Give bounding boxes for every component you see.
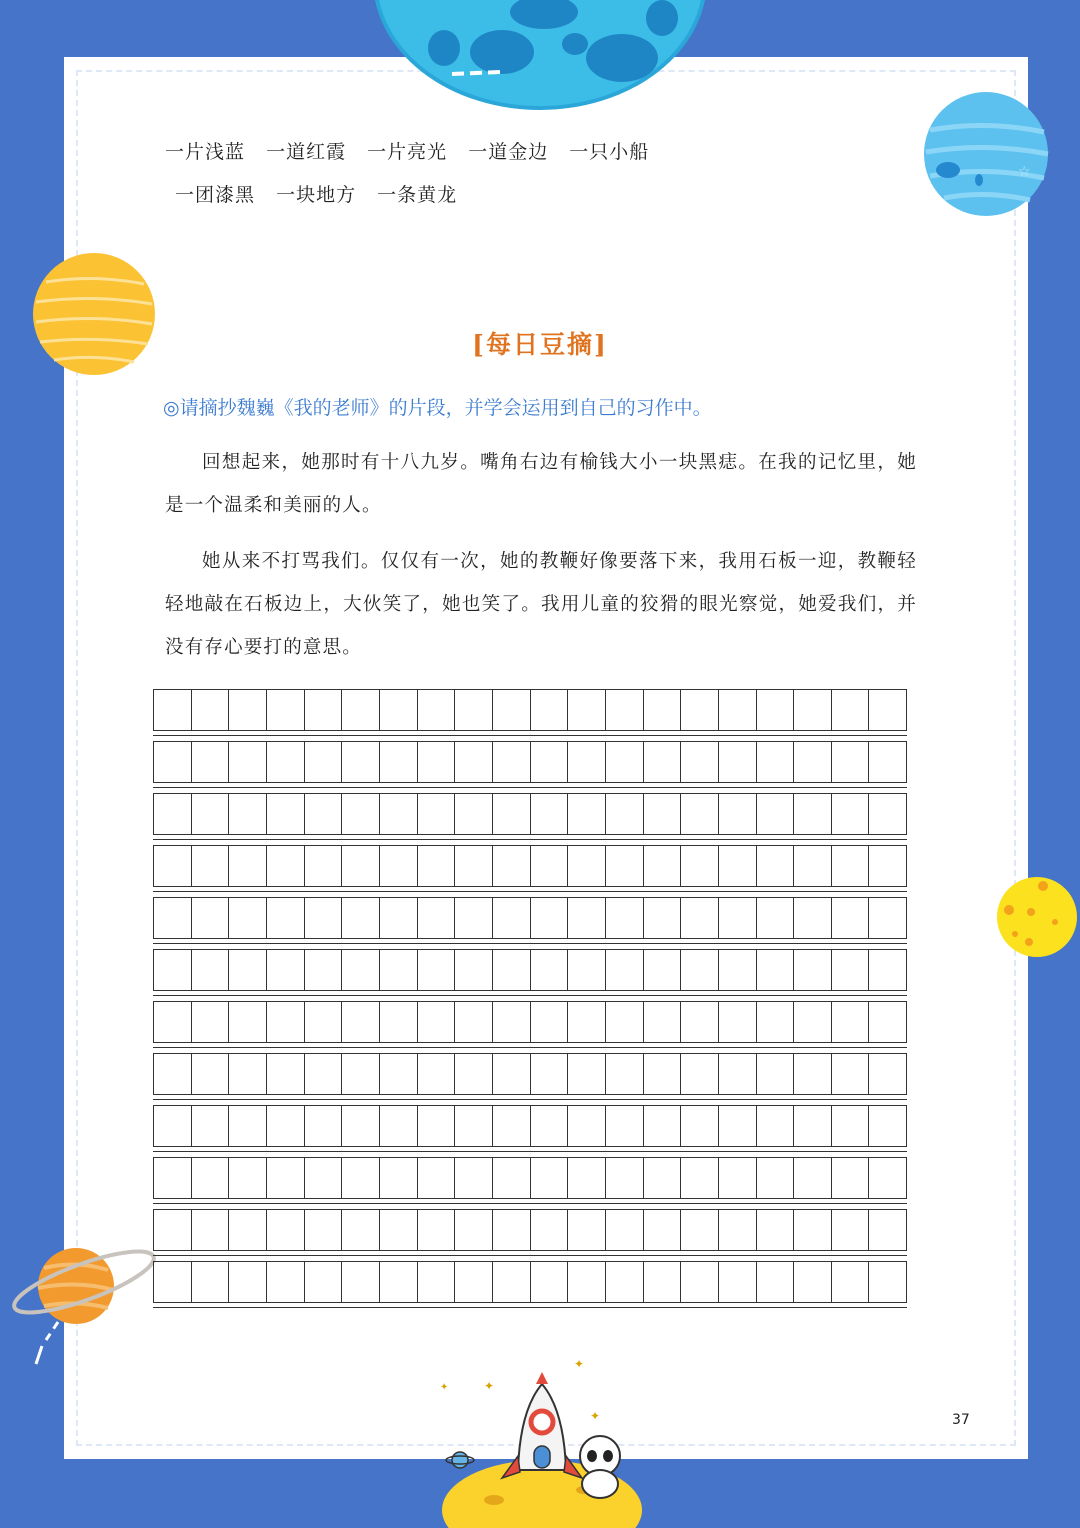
grid-cell[interactable] <box>644 1054 682 1094</box>
grid-cell[interactable] <box>719 794 757 834</box>
grid-cell[interactable] <box>757 898 795 938</box>
grid-cell[interactable] <box>531 690 569 730</box>
grid-cell[interactable] <box>568 690 606 730</box>
grid-cell[interactable] <box>267 1002 305 1042</box>
grid-cell[interactable] <box>794 1262 832 1302</box>
grid-cell[interactable] <box>229 950 267 990</box>
grid-row <box>153 1261 907 1303</box>
phrase-list <box>165 137 805 223</box>
grid-cell[interactable] <box>154 846 192 886</box>
svg-text:✦: ✦ <box>574 1360 585 1371</box>
phrase-item: 一片浅蓝 <box>165 141 246 163</box>
grid-cell[interactable] <box>305 950 343 990</box>
grid-cell[interactable] <box>493 846 531 886</box>
grid-cell[interactable] <box>644 1210 682 1250</box>
grid-cell[interactable] <box>832 1054 870 1094</box>
grid-cell[interactable] <box>267 742 305 782</box>
grid-cell[interactable] <box>606 846 644 886</box>
grid-cell[interactable] <box>192 950 230 990</box>
grid-cell[interactable] <box>418 1002 456 1042</box>
grid-cell[interactable] <box>229 1262 267 1302</box>
grid-cell[interactable] <box>380 1262 418 1302</box>
svg-text:✦: ✦ <box>440 1382 449 1393</box>
grid-cell[interactable] <box>681 794 719 834</box>
grid-cell[interactable] <box>794 1158 832 1198</box>
grid-cell[interactable] <box>794 1106 832 1146</box>
grid-cell[interactable] <box>229 1106 267 1146</box>
grid-cell[interactable] <box>832 690 870 730</box>
grid-cell[interactable] <box>757 846 795 886</box>
grid-cell[interactable] <box>681 1002 719 1042</box>
grid-cell[interactable] <box>455 1002 493 1042</box>
grid-cell[interactable] <box>342 846 380 886</box>
grid-cell[interactable] <box>606 1002 644 1042</box>
grid-cell[interactable] <box>267 1210 305 1250</box>
grid-cell[interactable] <box>380 1158 418 1198</box>
phrase-item: 一条黄龙 <box>377 184 458 206</box>
grid-cell[interactable] <box>644 950 682 990</box>
grid-cell[interactable] <box>493 1210 531 1250</box>
grid-cell[interactable] <box>418 846 456 886</box>
grid-cell[interactable] <box>418 1106 456 1146</box>
grid-cell[interactable] <box>568 950 606 990</box>
yellow-moon-icon <box>995 874 1080 960</box>
grid-cell[interactable] <box>455 794 493 834</box>
grid-row <box>153 741 907 783</box>
grid-cell[interactable] <box>531 742 569 782</box>
phrase-row-2 <box>165 180 805 223</box>
grid-row <box>153 1157 907 1199</box>
grid-cell[interactable] <box>606 1158 644 1198</box>
grid-cell[interactable] <box>757 1106 795 1146</box>
grid-row <box>153 845 907 887</box>
grid-cell[interactable] <box>757 794 795 834</box>
grid-cell[interactable] <box>154 794 192 834</box>
grid-cell[interactable] <box>154 898 192 938</box>
grid-cell[interactable] <box>267 1106 305 1146</box>
grid-cell[interactable] <box>869 1262 906 1302</box>
instruction-text: ◎请摘抄魏巍《我的老师》的片段，并学会运用到自己的习作中。 <box>163 397 712 419</box>
grid-cell[interactable] <box>719 1054 757 1094</box>
svg-text:✦: ✦ <box>590 1409 601 1423</box>
ringed-planet-icon <box>8 1240 158 1370</box>
grid-cell[interactable] <box>568 1054 606 1094</box>
grid-cell[interactable] <box>606 1210 644 1250</box>
grid-cell[interactable] <box>380 950 418 990</box>
grid-cell[interactable] <box>869 742 906 782</box>
grid-cell[interactable] <box>305 742 343 782</box>
grid-cell[interactable] <box>794 1054 832 1094</box>
grid-cell[interactable] <box>418 690 456 730</box>
grid-cell[interactable] <box>380 1054 418 1094</box>
grid-cell[interactable] <box>606 742 644 782</box>
grid-cell[interactable] <box>342 950 380 990</box>
grid-cell[interactable] <box>418 950 456 990</box>
section-title: [每日豆摘] <box>472 330 608 359</box>
grid-cell[interactable] <box>719 1106 757 1146</box>
grid-cell[interactable] <box>794 1002 832 1042</box>
grid-cell[interactable] <box>757 1054 795 1094</box>
grid-cell[interactable] <box>305 690 343 730</box>
grid-cell[interactable] <box>681 846 719 886</box>
grid-cell[interactable] <box>267 1262 305 1302</box>
grid-cell[interactable] <box>568 846 606 886</box>
writing-grid <box>153 689 907 1313</box>
grid-cell[interactable] <box>794 846 832 886</box>
grid-cell[interactable] <box>644 1106 682 1146</box>
grid-cell[interactable] <box>681 690 719 730</box>
phrase-item: 一只小船 <box>569 141 650 163</box>
grid-cell[interactable] <box>719 898 757 938</box>
grid-cell[interactable] <box>455 1210 493 1250</box>
grid-cell[interactable] <box>681 950 719 990</box>
grid-cell[interactable] <box>606 1054 644 1094</box>
grid-row <box>153 1105 907 1147</box>
grid-cell[interactable] <box>305 794 343 834</box>
grid-cell[interactable] <box>418 1210 456 1250</box>
grid-cell[interactable] <box>305 1106 343 1146</box>
grid-cell[interactable] <box>229 1002 267 1042</box>
grid-cell[interactable] <box>267 1054 305 1094</box>
grid-cell[interactable] <box>719 1158 757 1198</box>
grid-cell[interactable] <box>192 846 230 886</box>
grid-cell[interactable] <box>531 1054 569 1094</box>
grid-cell[interactable] <box>568 1106 606 1146</box>
grid-cell[interactable] <box>644 1262 682 1302</box>
grid-cell[interactable] <box>154 1054 192 1094</box>
grid-cell[interactable] <box>644 690 682 730</box>
grid-cell[interactable] <box>455 1262 493 1302</box>
grid-cell[interactable] <box>644 846 682 886</box>
grid-cell[interactable] <box>832 1158 870 1198</box>
grid-cell[interactable] <box>229 742 267 782</box>
grid-row <box>153 793 907 835</box>
grid-cell[interactable] <box>380 898 418 938</box>
grid-cell[interactable] <box>531 1158 569 1198</box>
grid-cell[interactable] <box>493 1106 531 1146</box>
grid-cell[interactable] <box>832 742 870 782</box>
grid-cell[interactable] <box>832 950 870 990</box>
grid-cell[interactable] <box>531 1262 569 1302</box>
grid-cell[interactable] <box>493 690 531 730</box>
grid-cell[interactable] <box>719 1210 757 1250</box>
grid-cell[interactable] <box>342 1002 380 1042</box>
grid-cell[interactable] <box>757 690 795 730</box>
grid-cell[interactable] <box>531 794 569 834</box>
grid-cell[interactable] <box>380 1106 418 1146</box>
grid-cell[interactable] <box>794 690 832 730</box>
grid-row <box>153 897 907 939</box>
grid-cell[interactable] <box>493 898 531 938</box>
grid-cell[interactable] <box>644 1158 682 1198</box>
grid-cell[interactable] <box>455 1054 493 1094</box>
grid-cell[interactable] <box>719 690 757 730</box>
grid-cell[interactable] <box>192 690 230 730</box>
grid-row <box>153 1053 907 1095</box>
grid-cell[interactable] <box>719 742 757 782</box>
grid-cell[interactable] <box>531 1106 569 1146</box>
grid-cell[interactable] <box>794 950 832 990</box>
grid-cell[interactable] <box>493 1054 531 1094</box>
grid-cell[interactable] <box>192 1054 230 1094</box>
grid-cell[interactable] <box>869 794 906 834</box>
grid-cell[interactable] <box>154 742 192 782</box>
grid-cell[interactable] <box>568 1158 606 1198</box>
grid-cell[interactable] <box>606 898 644 938</box>
page-number: 37 <box>952 1412 970 1428</box>
grid-cell[interactable] <box>757 950 795 990</box>
grid-cell[interactable] <box>305 1054 343 1094</box>
grid-cell[interactable] <box>342 898 380 938</box>
grid-cell[interactable] <box>869 1158 906 1198</box>
grid-cell[interactable] <box>267 794 305 834</box>
grid-cell[interactable] <box>493 950 531 990</box>
grid-cell[interactable] <box>493 1262 531 1302</box>
grid-cell[interactable] <box>531 846 569 886</box>
grid-cell[interactable] <box>869 950 906 990</box>
grid-cell[interactable] <box>305 1210 343 1250</box>
grid-cell[interactable] <box>606 1262 644 1302</box>
grid-cell[interactable] <box>455 1158 493 1198</box>
svg-text:☆: ☆ <box>1018 164 1031 180</box>
grid-cell[interactable] <box>568 742 606 782</box>
grid-cell[interactable] <box>493 742 531 782</box>
grid-cell[interactable] <box>229 846 267 886</box>
grid-cell[interactable] <box>380 794 418 834</box>
grid-cell[interactable] <box>192 898 230 938</box>
grid-cell[interactable] <box>493 1158 531 1198</box>
grid-cell[interactable] <box>342 1106 380 1146</box>
grid-cell[interactable] <box>455 690 493 730</box>
grid-cell[interactable] <box>832 794 870 834</box>
grid-cell[interactable] <box>342 742 380 782</box>
grid-cell[interactable] <box>267 690 305 730</box>
grid-cell[interactable] <box>229 1210 267 1250</box>
grid-row <box>153 1209 907 1251</box>
grid-cell[interactable] <box>305 1262 343 1302</box>
grid-cell[interactable] <box>719 1002 757 1042</box>
grid-cell[interactable] <box>380 1210 418 1250</box>
grid-cell[interactable] <box>342 690 380 730</box>
grid-cell[interactable] <box>493 1002 531 1042</box>
grid-cell[interactable] <box>229 1054 267 1094</box>
grid-cell[interactable] <box>455 1106 493 1146</box>
grid-cell[interactable] <box>681 1158 719 1198</box>
blue-planet-icon <box>922 90 1052 220</box>
grid-cell[interactable] <box>380 1002 418 1042</box>
grid-cell[interactable] <box>606 950 644 990</box>
phrase-item: 一道红霞 <box>266 141 347 163</box>
grid-cell[interactable] <box>832 1210 870 1250</box>
grid-cell[interactable] <box>229 1158 267 1198</box>
grid-cell[interactable] <box>154 1106 192 1146</box>
grid-cell[interactable] <box>229 690 267 730</box>
grid-cell[interactable] <box>832 898 870 938</box>
grid-cell[interactable] <box>192 1210 230 1250</box>
grid-cell[interactable] <box>719 950 757 990</box>
grid-cell[interactable] <box>869 1210 906 1250</box>
grid-cell[interactable] <box>794 742 832 782</box>
grid-cell[interactable] <box>757 1158 795 1198</box>
grid-cell[interactable] <box>267 950 305 990</box>
excerpt-paragraph-1: 回想起来，她那时有十八九岁。嘴角右边有榆钱大小一块黑痣。在我的记忆里，她是一个温柔和美丽的人。 <box>165 452 917 516</box>
grid-cell[interactable] <box>869 1106 906 1146</box>
grid-cell[interactable] <box>644 1002 682 1042</box>
grid-cell[interactable] <box>192 1158 230 1198</box>
grid-cell[interactable] <box>305 1002 343 1042</box>
grid-cell[interactable] <box>568 1262 606 1302</box>
grid-cell[interactable] <box>229 794 267 834</box>
grid-cell[interactable] <box>342 1158 380 1198</box>
grid-cell[interactable] <box>493 794 531 834</box>
rocket-panda-icon <box>434 1360 650 1528</box>
grid-cell[interactable] <box>192 794 230 834</box>
grid-cell[interactable] <box>757 1002 795 1042</box>
grid-cell[interactable] <box>794 794 832 834</box>
grid-cell[interactable] <box>305 1158 343 1198</box>
grid-cell[interactable] <box>681 1210 719 1250</box>
phrase-row-1 <box>165 137 805 180</box>
grid-cell[interactable] <box>531 1210 569 1250</box>
grid-cell[interactable] <box>757 1210 795 1250</box>
grid-cell[interactable] <box>644 794 682 834</box>
grid-cell[interactable] <box>681 898 719 938</box>
grid-cell[interactable] <box>154 1210 192 1250</box>
grid-cell[interactable] <box>380 846 418 886</box>
grid-cell[interactable] <box>606 1106 644 1146</box>
grid-cell[interactable] <box>869 1002 906 1042</box>
grid-cell[interactable] <box>418 1158 456 1198</box>
grid-cell[interactable] <box>606 690 644 730</box>
grid-cell[interactable] <box>192 1106 230 1146</box>
grid-cell[interactable] <box>418 742 456 782</box>
svg-text:✦: ✦ <box>484 1379 495 1393</box>
grid-cell[interactable] <box>568 1002 606 1042</box>
grid-cell[interactable] <box>192 1262 230 1302</box>
grid-cell[interactable] <box>719 846 757 886</box>
grid-cell[interactable] <box>869 690 906 730</box>
grid-cell[interactable] <box>380 742 418 782</box>
grid-cell[interactable] <box>869 1054 906 1094</box>
grid-row <box>153 1001 907 1043</box>
grid-cell[interactable] <box>342 794 380 834</box>
grid-cell[interactable] <box>455 898 493 938</box>
grid-cell[interactable] <box>418 794 456 834</box>
grid-cell[interactable] <box>305 846 343 886</box>
grid-cell[interactable] <box>644 898 682 938</box>
grid-cell[interactable] <box>681 742 719 782</box>
grid-cell[interactable] <box>531 950 569 990</box>
grid-cell[interactable] <box>681 1106 719 1146</box>
grid-cell[interactable] <box>832 1106 870 1146</box>
top-planet-icon <box>372 0 708 112</box>
grid-cell[interactable] <box>192 1002 230 1042</box>
grid-cell[interactable] <box>757 742 795 782</box>
grid-cell[interactable] <box>418 898 456 938</box>
grid-cell[interactable] <box>757 1262 795 1302</box>
grid-cell[interactable] <box>305 898 343 938</box>
grid-cell[interactable] <box>568 794 606 834</box>
grid-cell[interactable] <box>455 742 493 782</box>
grid-cell[interactable] <box>418 1054 456 1094</box>
grid-cell[interactable] <box>606 794 644 834</box>
grid-cell[interactable] <box>154 1262 192 1302</box>
grid-cell[interactable] <box>832 846 870 886</box>
grid-cell[interactable] <box>832 1262 870 1302</box>
grid-cell[interactable] <box>681 1054 719 1094</box>
phrase-item: 一道金边 <box>468 141 549 163</box>
grid-cell[interactable] <box>832 1002 870 1042</box>
grid-cell[interactable] <box>154 1002 192 1042</box>
grid-cell[interactable] <box>342 1262 380 1302</box>
grid-cell[interactable] <box>154 1158 192 1198</box>
grid-cell[interactable] <box>681 1262 719 1302</box>
grid-cell[interactable] <box>455 846 493 886</box>
grid-cell[interactable] <box>568 898 606 938</box>
grid-cell[interactable] <box>531 898 569 938</box>
phrase-item: 一块地方 <box>276 184 357 206</box>
grid-row <box>153 949 907 991</box>
grid-cell[interactable] <box>644 742 682 782</box>
grid-cell[interactable] <box>531 1002 569 1042</box>
grid-cell[interactable] <box>342 1210 380 1250</box>
excerpt-paragraph-2: 她从来不打骂我们。仅仅有一次，她的教鞭好像要落下来，我用石板一迎，教鞭轻轻地敲在石板边上，大伙笑了，她也笑了。我用儿童的狡猾的眼光察觉，她爱我们，并没有存心要打的意思。 <box>165 551 917 658</box>
grid-cell[interactable] <box>342 1054 380 1094</box>
grid-cell[interactable] <box>568 1210 606 1250</box>
grid-cell[interactable] <box>192 742 230 782</box>
grid-cell[interactable] <box>380 690 418 730</box>
grid-cell[interactable] <box>229 898 267 938</box>
grid-cell[interactable] <box>794 1210 832 1250</box>
grid-cell[interactable] <box>267 898 305 938</box>
grid-cell[interactable] <box>455 950 493 990</box>
grid-cell[interactable] <box>869 846 906 886</box>
grid-cell[interactable] <box>154 690 192 730</box>
grid-cell[interactable] <box>267 846 305 886</box>
grid-cell[interactable] <box>267 1158 305 1198</box>
grid-cell[interactable] <box>869 898 906 938</box>
grid-cell[interactable] <box>418 1262 456 1302</box>
phrase-item: 一团漆黑 <box>175 184 256 206</box>
grid-row <box>153 689 907 731</box>
grid-cell[interactable] <box>719 1262 757 1302</box>
grid-cell[interactable] <box>154 950 192 990</box>
phrase-item: 一片亮光 <box>367 141 448 163</box>
grid-cell[interactable] <box>794 898 832 938</box>
